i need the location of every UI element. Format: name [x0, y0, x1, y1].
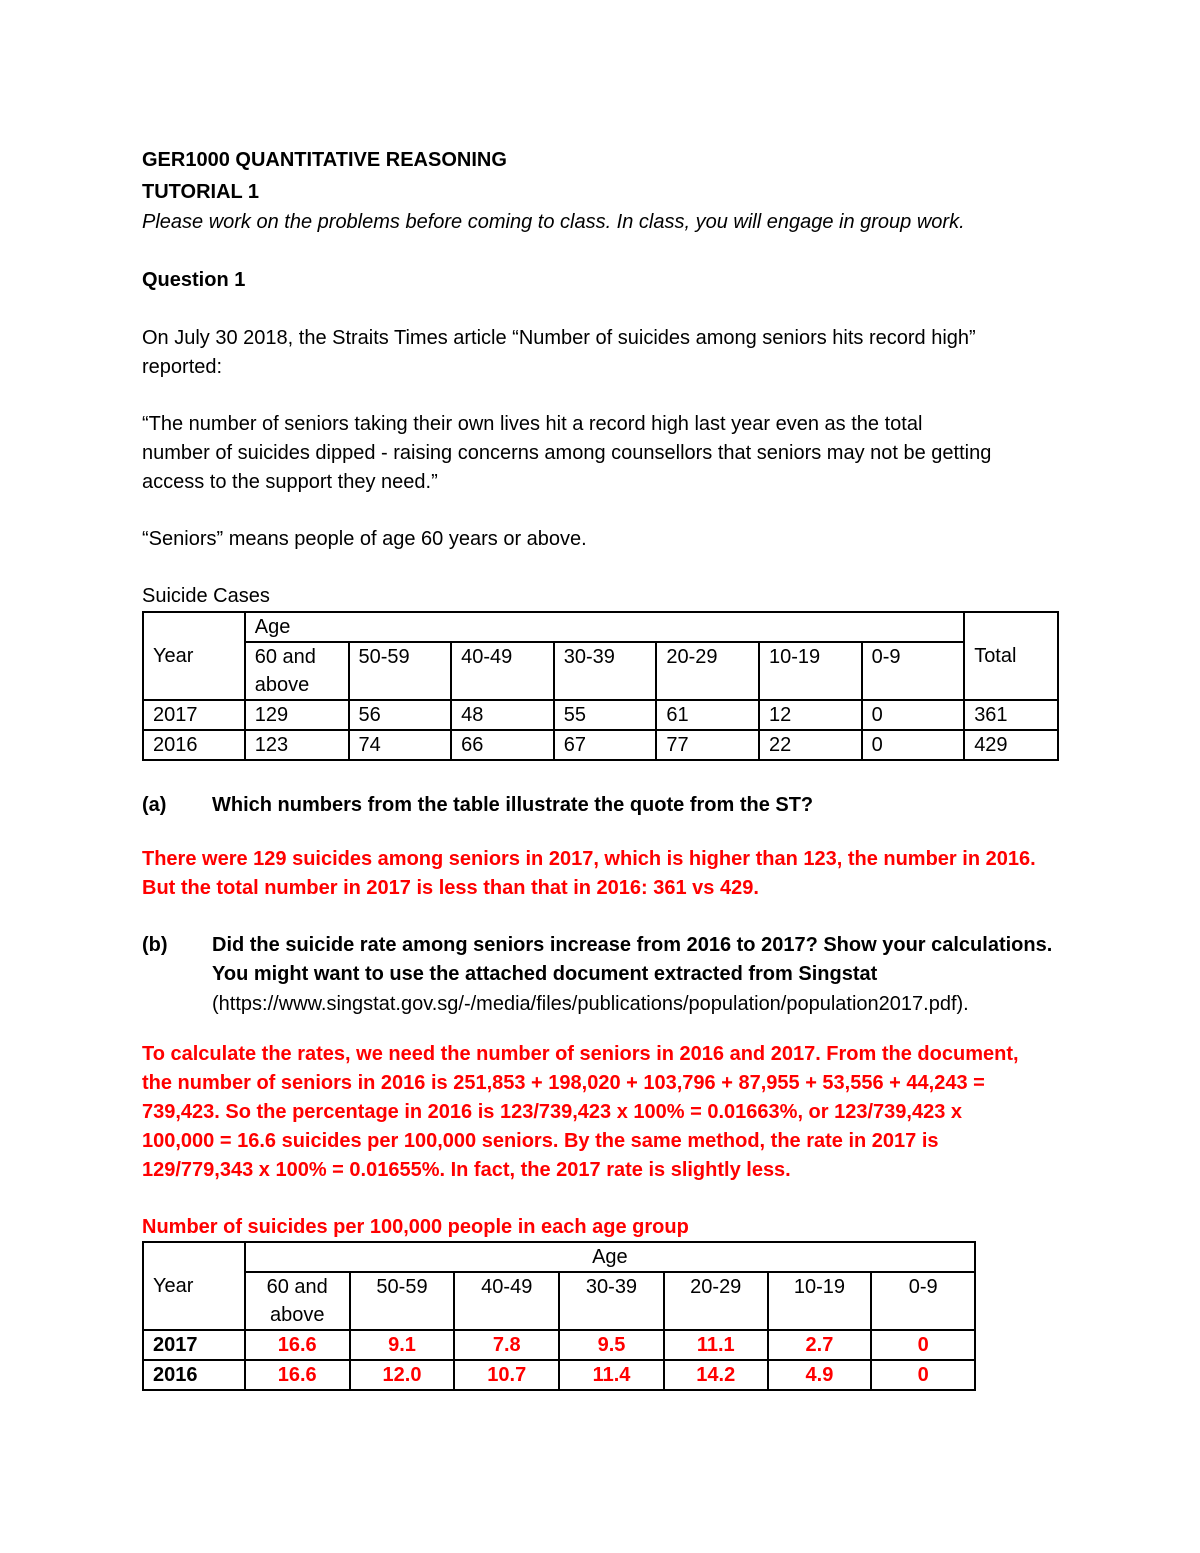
year-cell: 2017: [143, 1330, 245, 1360]
age-group-header: 40-49: [451, 642, 554, 700]
rate-cell: 2.7: [768, 1330, 872, 1360]
value-cell: 0: [862, 700, 965, 730]
age-group-header: 10-19: [759, 642, 862, 700]
value-cell: 77: [656, 730, 759, 760]
age-group-header: 50-59: [350, 1272, 455, 1330]
rate-cell: 9.5: [559, 1330, 664, 1360]
suicide-rate-table: [142, 1241, 976, 1391]
total-cell: 361: [964, 700, 1058, 730]
year-cell: 2017: [143, 700, 245, 730]
rate-cell: 12.0: [350, 1360, 455, 1390]
year-header: Year: [143, 612, 245, 700]
year-cell: 2016: [143, 1360, 245, 1390]
question-title: Question 1: [142, 269, 246, 291]
age-group-header: 60 and above: [245, 1272, 350, 1330]
value-cell: 22: [759, 730, 862, 760]
suicide-cases-table: [142, 611, 1059, 761]
value-cell: 129: [245, 700, 349, 730]
age-group-header: 40-49: [454, 1272, 559, 1330]
rate-cell: 16.6: [245, 1330, 350, 1360]
value-cell: 48: [451, 700, 554, 730]
value-cell: 56: [349, 700, 452, 730]
rate-cell: 16.6: [245, 1360, 350, 1390]
rate-cell: 0: [871, 1330, 975, 1360]
part-b-question-line: Did the suicide rate among seniors increase from 2016 to 2017? Show your calculations.: [212, 934, 1053, 956]
rate-cell: 0: [871, 1360, 975, 1390]
rate-cell: 11.4: [559, 1360, 664, 1390]
instruction-text: Please work on the problems before coming to class. In class, you will engage in group work.: [142, 211, 965, 233]
rate-cell: 14.2: [664, 1360, 768, 1390]
value-cell: 66: [451, 730, 554, 760]
rate-cell: 9.1: [350, 1330, 455, 1360]
part-b-answer-line: the number of seniors in 2016 is 251,853 + 198,020 + 103,796 + 87,955 + 53,556 + 44,243 =: [142, 1072, 985, 1094]
age-group-header: 50-59: [349, 642, 452, 700]
part-b-answer-line: To calculate the rates, we need the number of seniors in 2016 and 2017. From the document,: [142, 1043, 1019, 1065]
value-cell: 61: [656, 700, 759, 730]
age-header: Age: [245, 612, 964, 642]
part-a-answer-line: But the total number in 2017 is less than that in 2016: 361 vs 429.: [142, 877, 759, 899]
quote-line: “The number of seniors taking their own lives hit a record high last year even as the total: [142, 413, 923, 435]
age-group-header: 10-19: [768, 1272, 872, 1330]
seniors-definition: “Seniors” means people of age 60 years or above.: [142, 528, 587, 550]
value-cell: 55: [554, 700, 657, 730]
intro-line: On July 30 2018, the Straits Times article “Number of suicides among seniors hits record high”: [142, 327, 976, 349]
age-header: Age: [245, 1242, 975, 1272]
year-cell: 2016: [143, 730, 245, 760]
value-cell: 123: [245, 730, 349, 760]
total-cell: 429: [964, 730, 1058, 760]
table-row: [143, 1360, 975, 1390]
age-group-header: 20-29: [656, 642, 759, 700]
table-row: [143, 1330, 975, 1360]
total-header: Total: [964, 612, 1058, 700]
quote-line: number of suicides dipped - raising concerns among counsellors that seniors may not be getting: [142, 442, 992, 464]
value-cell: 74: [349, 730, 452, 760]
quote-line: access to the support they need.”: [142, 471, 438, 493]
part-a-label: (a): [142, 794, 167, 816]
table-row: [143, 730, 1058, 760]
age-group-header: 0-9: [862, 642, 965, 700]
age-group-header: 20-29: [664, 1272, 768, 1330]
age-group-header: 0-9: [871, 1272, 975, 1330]
age-group-header: 30-39: [559, 1272, 664, 1330]
part-a-question: Which numbers from the table illustrate the quote from the ST?: [212, 794, 814, 816]
tutorial-title: TUTORIAL 1: [142, 181, 260, 203]
table-row: [143, 700, 1058, 730]
value-cell: 12: [759, 700, 862, 730]
part-a-answer-line: There were 129 suicides among seniors in 2017, which is higher than 123, the number in 2016.: [142, 848, 1036, 870]
part-b-answer-line: 739,423. So the percentage in 2016 is 123/739,423 x 100% = 0.01663%, or 123/739,423 x: [142, 1101, 963, 1123]
table1-caption: Suicide Cases: [142, 585, 270, 607]
source-link[interactable]: (https://www.singstat.gov.sg/-/media/files/publications/population/population2017.pdf).: [212, 993, 969, 1015]
part-b-answer-line: 100,000 = 16.6 suicides per 100,000 seniors. By the same method, the rate in 2017 is: [142, 1130, 939, 1152]
age-group-header: 30-39: [554, 642, 657, 700]
value-cell: 67: [554, 730, 657, 760]
value-cell: 0: [862, 730, 965, 760]
part-b-label: (b): [142, 934, 168, 956]
rate-cell: 11.1: [664, 1330, 768, 1360]
age-group-header: 60 and above: [245, 642, 349, 700]
table2-caption: Number of suicides per 100,000 people in each age group: [142, 1216, 689, 1238]
rate-cell: 10.7: [454, 1360, 559, 1390]
intro-line: reported:: [142, 356, 223, 378]
rate-cell: 4.9: [768, 1360, 872, 1390]
part-b-answer-line: 129/779,343 x 100% = 0.01655%. In fact, the 2017 rate is slightly less.: [142, 1159, 791, 1181]
part-b-question-line: You might want to use the attached document extracted from Singstat: [212, 963, 878, 985]
year-header: Year: [143, 1242, 245, 1330]
course-title: GER1000 QUANTITATIVE REASONING: [142, 149, 507, 171]
rate-cell: 7.8: [454, 1330, 559, 1360]
